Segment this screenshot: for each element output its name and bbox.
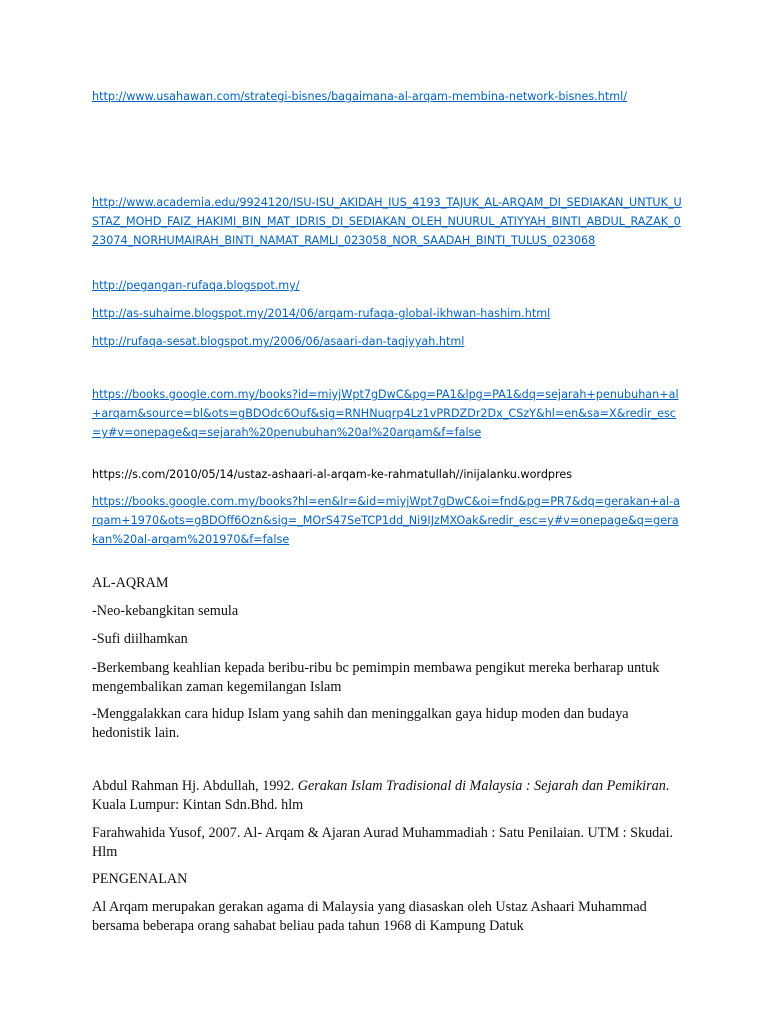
point-menggalakkan: -Menggalakkan cara hidup Islam yang sahih dan meninggalkan gaya hidup moden dan budaya hedonistik lain.: [92, 706, 629, 741]
link-academia[interactable]: http://www.academia.edu/9924120/ISU-ISU_AKIDAH_IUS_4193_TAJUK_AL-ARQAM_DI_SEDIAKAN_UNTUK_USTAZ_MOHD_FAIZ_HAKIMI_BIN_MAT_IDRIS_DI_SEDIAKAN_OLEH_NUURUL_ATIYYAH_BINTI_ABDUL_RAZAK_023074_NORHUMAIRAH_BINTI_NAMAT_RAMLI_023058_NOR_SAADAH_BINTI_TULUS_023068: [92, 196, 682, 247]
reference-author: Abdul Rahman Hj. Abdullah, 1992.: [92, 778, 298, 794]
reference-publisher: . Kuala Lumpur: Kintan Sdn.Bhd. hlm: [92, 778, 670, 813]
intro-paragraph: Al Arqam merupakan gerakan agama di Malaysia yang diasaskan oleh Ustaz Ashaari Muhammad bersama beberapa orang sahabat beliau pada tahun 1968 di Kampung Datuk: [92, 899, 647, 934]
reference-abdul-rahman: [92, 777, 682, 815]
link-pegangan-rufaqa[interactable]: http://pegangan-rufaqa.blogspot.my/: [92, 279, 300, 292]
reference-title: Gerakan Islam Tradisional di Malaysia : Sejarah dan Pemikiran: [297, 778, 666, 794]
link-google-books-2[interactable]: https://books.google.com.my/books?hl=en&lr=&id=miyjWpt7gDwC&oi=fnd&pg=PR7&dq=gerakan+al-arqam+1970&ots=gBDOff6Ozn&sig=_MOrS47SeTCP1dd_Ni9IJzMXOak&redir_esc=y#v=onepage&q=gerakan%20al-arqam%201970&f=false: [92, 495, 681, 546]
section-heading-al-aqram: AL-AQRAM: [92, 575, 169, 591]
link-rufaqa-sesat[interactable]: http://rufaqa-sesat.blogspot.my/2006/06/asaari-dan-taqiyyah.html: [92, 335, 465, 348]
point-sufi: -Sufi diilhamkan: [92, 631, 188, 647]
point-neo-kebangkitan: -Neo-kebangkitan semula: [92, 603, 239, 619]
link-usahawan[interactable]: http://www.usahawan.com/strategi-bisnes/bagaimana-al-arqam-membina-network-bisnes.html/: [92, 90, 627, 103]
link-as-suhaime[interactable]: http://as-suhaime.blogspot.my/2014/06/arqam-rufaqa-global-ikhwan-hashim.html: [92, 307, 551, 320]
point-berkembang: -Berkembang keahlian kepada beribu-ribu bc pemimpin membawa pengikut mereka berharap untuk mengembalikan zaman kegemilangan Islam: [92, 660, 660, 695]
plain-url-inijalanku: https://s.com/2010/05/14/ustaz-ashaari-al-arqam-ke-rahmatullah//inijalanku.wordpres: [92, 468, 573, 481]
reference-farahwahida: Farahwahida Yusof, 2007. Al- Arqam & Ajaran Aurad Muhammadiah : Satu Penilaian. UTM : Skudai. Hlm: [92, 825, 674, 860]
link-google-books-1[interactable]: https://books.google.com.my/books?id=miyjWpt7gDwC&pg=PA1&lpg=PA1&dq=sejarah+penubuhan+al+arqam&source=bl&ots=gBDOdc6Ouf&sig=RNHNuqrp4Lz1vPRDZDr2Dx_CSzY&hl=en&sa=X&redir_esc=y#v=onepage&q=sejarah%20penubuhan%20al%20arqam&f=false: [92, 388, 679, 439]
section-title-pengenalan: PENGENALAN: [92, 871, 188, 887]
